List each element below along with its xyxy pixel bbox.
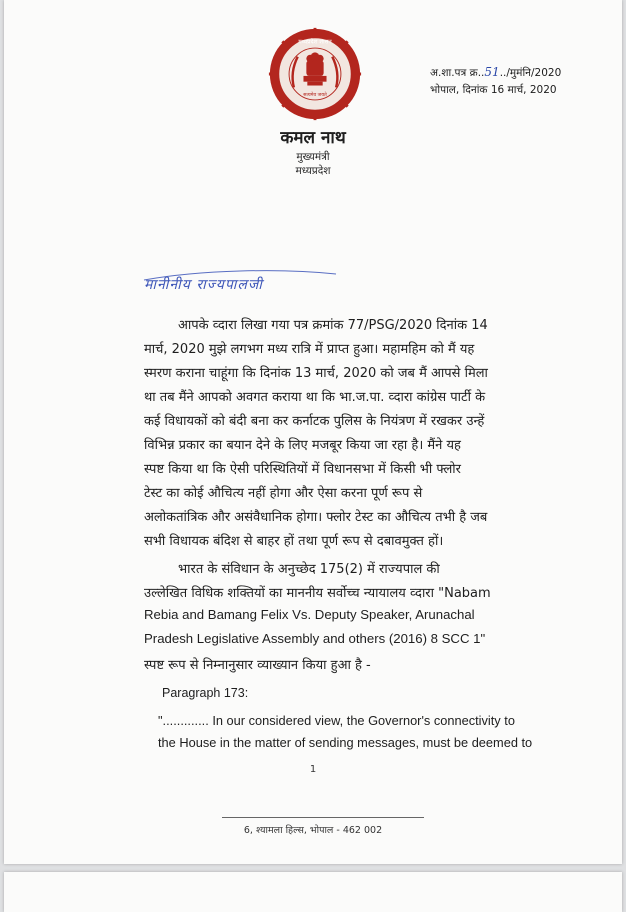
paragraph-label: Paragraph 173: — [162, 686, 249, 700]
emblem-motto: सत्यमेव जयते — [303, 93, 327, 99]
para2-line-2: उल्लेखित विधिक शक्तियों का माननीय सर्वोच्च न्यायालय व्दारा "Nabam — [144, 586, 491, 601]
reference-number: अ.शा.पत्र क्र..51../मुमंनि/2020 — [430, 65, 562, 79]
next-page-edge — [4, 872, 622, 912]
reference-block — [430, 64, 561, 99]
para1-line-5: कई विधायकों को बंदी बना कर कर्नाटक पुलिस के नियंत्रण में रखकर उन्हें — [144, 414, 485, 429]
para1-line-4: था तब मैंने आपको अवगत कराया था कि भा.ज.पा. व्दारा कांग्रेस पार्टी के — [144, 390, 486, 405]
para1-line-2: मार्च, 2020 मुझे लगभग मध्य रात्रि में प्राप्त हुआ। महामहिम को मैं यह — [144, 342, 475, 357]
sender-name: कमल नाथ — [280, 128, 346, 148]
letter-date: भोपाल, दिनांक 16 मार्च, 2020 — [430, 84, 557, 96]
salutation: मानीनीय राज्यपालजी — [144, 277, 263, 293]
footer-divider — [222, 817, 424, 818]
emblem-top-text: मध्यप्रदेश शासन — [298, 39, 332, 46]
para1-line-9: अलोकतांत्रिक और असंवैधानिक होगा। फ्लोर टेस्ट का औचित्य तभी है जब — [144, 510, 488, 525]
page-number: 1 — [309, 764, 317, 775]
sender-designation: मुख्यमंत्री — [296, 151, 330, 163]
para2-line-1: भारत के संविधान के अनुच्छेद 175(2) में राज्यपाल की — [178, 562, 440, 577]
state-emblem-icon — [267, 26, 363, 122]
para1-line-10: सभी विधायक बंदिश से बाहर हों तथा पूर्ण रूप से दबावमुक्त हों। — [144, 534, 444, 549]
quote-line-1: "............. In our considered view, the Governor's connectivity to — [158, 713, 515, 728]
para1-line-3: स्मरण कराना चाहूंगा कि दिनांक 13 मार्च, 2020 को जब मैं आपसे मिला — [144, 366, 488, 381]
para2-line-3: Rebia and Bamang Felix Vs. Deputy Speaker, Arunachal — [144, 607, 475, 622]
sender-state: मध्यप्रदेश — [295, 165, 331, 177]
para2-line-5: स्पष्ट रूप से निम्नानुसार व्याख्यान किया हुआ है - — [144, 658, 371, 673]
para2-line-4: Pradesh Legislative Assembly and others (2016) 8 SCC 1" — [144, 631, 486, 646]
quote-line-2: the House in the matter of sending messages, must be deemed to — [158, 735, 533, 750]
para1-line-6: विभिन्न प्रकार का बयान देने के लिए मजबूर किया जा रहा है। मैंने यह — [144, 438, 461, 453]
para1-line-1: आपके व्दारा लिखा गया पत्र क्रमांक 77/PSG/2020 दिनांक 14 — [178, 318, 488, 333]
para1-line-7: स्पष्ट किया था कि ऐसी परिस्थितियों में विधानसभा में किसी भी फ्लोर — [144, 462, 461, 477]
para1-line-8: टेस्ट का कोई औचित्य नहीं होगा और ऐसा करना पूर्ण रूप से — [144, 486, 423, 501]
footer-address: 6, श्यामला हिल्स, भोपाल - 462 002 — [243, 825, 383, 836]
letter-page — [4, 0, 622, 864]
